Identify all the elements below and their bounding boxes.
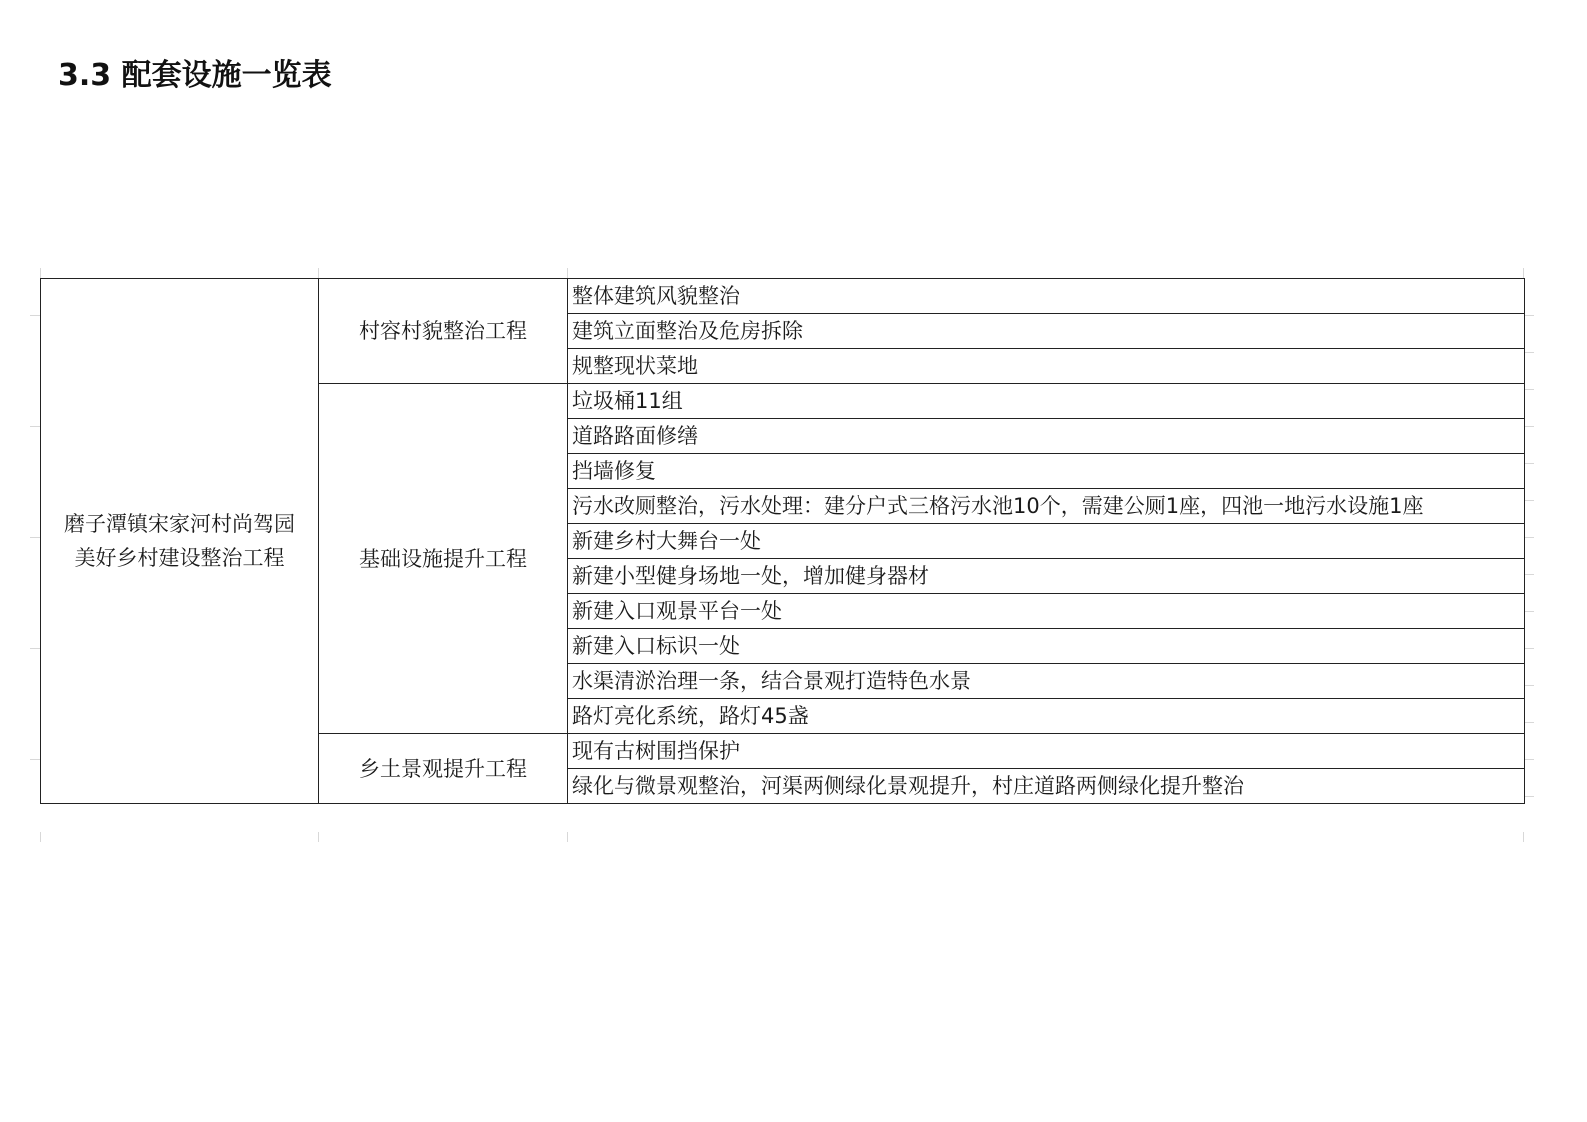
item-cell: 现有古树围挡保护	[568, 734, 1525, 769]
category-cell: 乡土景观提升工程	[319, 734, 568, 804]
item-cell: 道路路面修缮	[568, 419, 1525, 454]
gridline-stub	[1524, 315, 1534, 316]
item-cell: 新建小型健身场地一处，增加健身器材	[568, 559, 1525, 594]
gridline-stub	[567, 268, 568, 278]
gridline-stub	[318, 832, 319, 842]
gridline-stub	[567, 832, 568, 842]
item-cell: 新建入口标识一处	[568, 629, 1525, 664]
category-cell: 村容村貌整治工程	[319, 279, 568, 384]
gridline-stub	[30, 426, 40, 427]
gridline-stub	[1524, 426, 1534, 427]
facility-table	[40, 278, 1525, 804]
gridline-stub	[30, 648, 40, 649]
item-cell: 挡墙修复	[568, 454, 1525, 489]
gridline-stub	[1524, 574, 1534, 575]
gridline-stub	[1524, 463, 1534, 464]
gridline-stub	[1524, 796, 1534, 797]
project-name-cell	[41, 279, 319, 804]
gridline-stub	[40, 268, 41, 278]
project-name-line: 美好乡村建设整治工程	[74, 546, 285, 570]
item-cell: 垃圾桶11组	[568, 384, 1525, 419]
gridline-stub	[30, 537, 40, 538]
gridline-stub	[1524, 389, 1534, 390]
item-cell: 建筑立面整治及危房拆除	[568, 314, 1525, 349]
gridline-stub	[1523, 268, 1524, 278]
gridline-stub	[1524, 352, 1534, 353]
gridline-stub	[1524, 759, 1534, 760]
item-cell: 新建乡村大舞台一处	[568, 524, 1525, 559]
page-title: 3.3 配套设施一览表	[58, 58, 332, 93]
table-row	[41, 279, 1525, 314]
category-cell: 基础设施提升工程	[319, 384, 568, 734]
gridline-stub	[30, 759, 40, 760]
item-cell: 路灯亮化系统，路灯45盏	[568, 699, 1525, 734]
gridline-stub	[1523, 832, 1524, 842]
item-cell: 绿化与微景观整治，河渠两侧绿化景观提升，村庄道路两侧绿化提升整治	[568, 769, 1525, 804]
gridline-stub	[1524, 537, 1534, 538]
gridline-stub	[1524, 722, 1534, 723]
item-cell: 水渠清淤治理一条，结合景观打造特色水景	[568, 664, 1525, 699]
item-cell: 新建入口观景平台一处	[568, 594, 1525, 629]
gridline-stub	[1524, 500, 1534, 501]
gridline-stub	[30, 315, 40, 316]
item-cell: 污水改厕整治，污水处理：建分户式三格污水池10个，需建公厕1座，四池一地污水设施1座	[568, 489, 1525, 524]
project-name-line: 磨子潭镇宋家河村尚驾园	[64, 512, 295, 536]
item-cell: 整体建筑风貌整治	[568, 279, 1525, 314]
gridline-stub	[1524, 611, 1534, 612]
item-cell: 规整现状菜地	[568, 349, 1525, 384]
gridline-stub	[318, 268, 319, 278]
gridline-stub	[40, 832, 41, 842]
gridline-stub	[1524, 685, 1534, 686]
gridline-stub	[1524, 648, 1534, 649]
